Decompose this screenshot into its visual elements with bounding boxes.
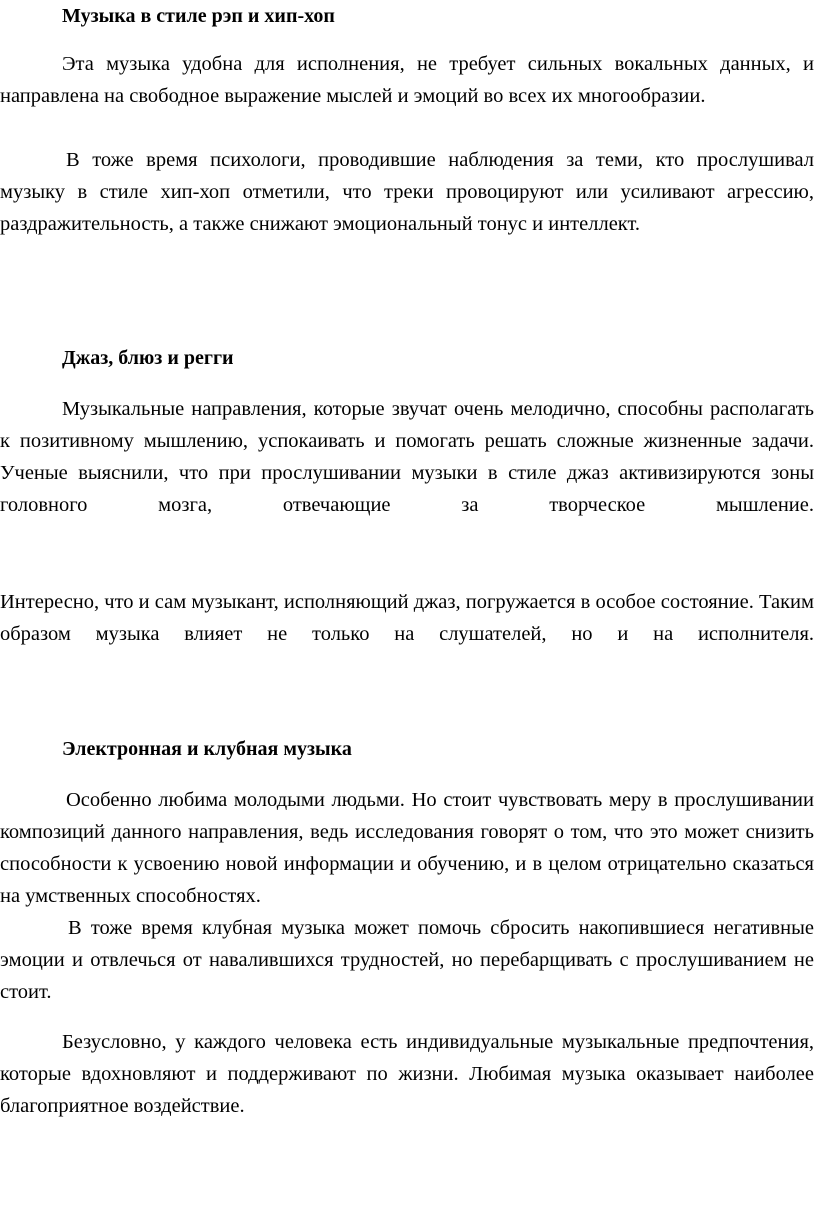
paragraph-electronic-2: В тоже время клубная музыка может помочь сбросить накопившиеся негативные эмоции и отвлечься от навалившихся трудностей, но перебарщивать с прослушиванием не стоит.: [0, 917, 814, 1003]
paragraph-electronic-3: Безусловно, у каждого человека есть индивидуальные музыкальные предпочтения, которые вдохновляют и поддерживают по жизни. Любимая музыка оказывает наиболее благоприятное воздействие.: [0, 1031, 814, 1117]
section-heading-rap-hiphop: Музыка в стиле рэп и хип-хоп: [62, 5, 335, 27]
paragraph-jazz-1: Музыкальные направления, которые звучат очень мелодично, способны располагать к позитивному мышлению, успокаивать и помогать решать сложные жизненные задачи. Ученые выяснили, что при прослушивании музыки в стиле джаз активизируются зоны головного мозга, отвечающие за творческое мышление.: [0, 398, 814, 516]
paragraph-rap-2: В тоже время психологи, проводившие наблюдения за теми, кто прослушивал музыку в стиле хип-хоп отметили, что треки провоцируют или усиливают агрессию, раздражительность, а также снижают эмоциональный тонус и интеллект.: [0, 149, 814, 235]
section-heading-electronic-club: Электронная и клубная музыка: [62, 738, 352, 760]
paragraph-rap-1: Эта музыка удобна для исполнения, не требует сильных вокальных данных, и направлена на свободное выражение мыслей и эмоций во всех их многообразии.: [0, 53, 814, 107]
section-heading-jazz-blues-reggae: Джаз, блюз и регги: [62, 347, 234, 369]
paragraph-electronic-1: Особенно любима молодыми людьми. Но стоит чувствовать меру в прослушивании композиций данного направления, ведь исследования говорят о том, что это может снизить способности к усвоению новой информации и обучению, и в целом отрицательно сказаться на умственных способностях.: [0, 789, 814, 907]
paragraph-jazz-2: Интересно, что и сам музыкант, исполняющий джаз, погружается в особое состояние. Таким образом музыка влияет не только на слушателей, но и на исполнителя.: [0, 591, 814, 645]
